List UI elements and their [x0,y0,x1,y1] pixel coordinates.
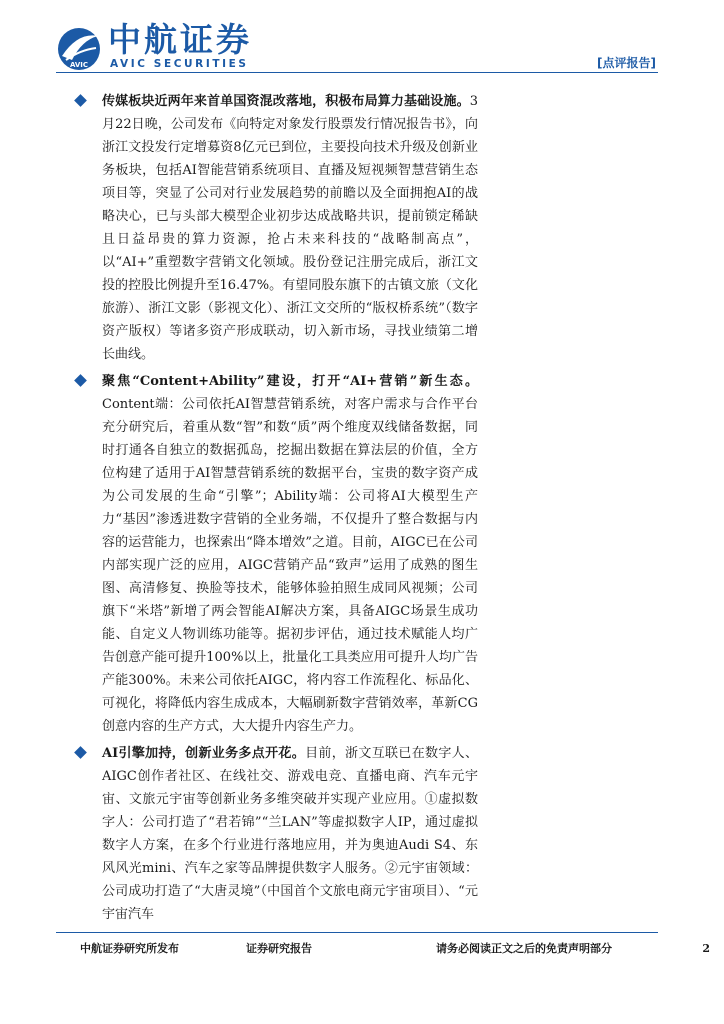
logo-text: AVIC [69,61,89,69]
bullet-paragraph [74,370,478,738]
footer-report-label: 证券研究报告 [246,942,312,955]
bullet-body: 目前，浙文互联已在数字人、AIGC创作者社区、在线社交、游戏电竞、直播电商、汽车元宇宙、文旅元宇宙等创新业务多维突破并实现产业应用。①虚拟数字人：公司打造了“君若锦”“兰LAN”等虚拟数字人IP，通过虚拟数字人方案，在多个行业进行落地应用，并为奥迪Audi S4、东风风光mini、汽车之家等品牌提供数字人服务。②元宇宙领域：公司成功打造了“大唐灵境”（中国首个文旅电商元宇宙项目）、“元宇宙汽车 [102,746,478,922]
diamond-bullet-icon [74,94,87,107]
bullet-body: 3月22日晚，公司发布《向特定对象发行股票发行情况报告书》，向浙江文投发行定增募资8亿元已到位，主要投向技术升级及创新业务板块，包括AI智能营销系统项目、直播及短视频智慧营销生态项目等，突显了公司对行业发展趋势的前瞻以及全面拥抱AI的战略决心，已与头部大模型企业初步达成战略共识，提前锁定稀缺且日益昂贵的算力资源，抢占未来科技的“战略制高点”，以“AI+”重塑数字营销文化领域。股份登记注册完成后，浙江文投的控股比例提升至16.47%。有望同股东旗下的古镇文旅（文化旅游）、浙江文影（影视文化）、浙江文交所的“版权桥系统”（数字资产版权）等诸多资产形成联动，切入新市场，寻找业绩第二增长曲线。 [102,94,478,362]
diamond-bullet-icon [74,746,87,759]
bullet-body: Content端：公司依托AI智慧营销系统，对客户需求与合作平台充分研究后，着重从数“智”和数“质”两个维度双线储备数据，同时打通各自独立的数据孤岛，挖掘出数据在算法层的价值，全方位构建了适用于AI智慧营销系统的数据平台，宝贵的数字资产成为公司发展的生命“引擎”；Ability端：公司将AI大模型生产力“基因”渗透进数字营销的全业务端，不仅提升了整合数据与内容的运营能力，也探索出“降本增效”之道。目前，AIGC已在公司内部实现广泛的应用，AIGC营销产品“致声”运用了成熟的图生图、高清修复、换脸等技术，能够体验拍照生成同风视频；公司旗下“米塔”新增了两会智能AI解决方案，具备AIGC场景生成功能、自定义人物训练功能等。据初步评估，通过技术赋能人均广告创意产能可提升100%以上，批量化工具类应用可提升人均广告产能300%。未来公司依托AIGC，将内容工作流程化、标品化、可视化，将降低内容生成成本，大幅刷新数字营销效率，革新CG创意内容的生产方式，大大提升内容生产力。 [102,397,478,734]
brand-name-cn: 中航证券 [108,20,252,59]
footer-disclaimer: 请务必阅读正文之后的免责声明部分 [436,942,612,955]
diamond-bullet-icon [74,374,87,387]
header-divider [56,72,658,73]
brand-name-en: AVIC SECURITIES [110,58,249,70]
report-body [74,90,478,926]
page-number: 2 [702,942,710,955]
bullet-lead: AI引擎加持，创新业务多点开花。 [102,746,306,761]
footer-publisher: 中航证券研究所发布 [80,942,179,955]
report-type-tag: [点评报告] [597,56,656,70]
footer-divider [56,932,658,933]
avic-logo-icon [56,26,102,72]
bullet-paragraph [74,90,478,366]
bullet-paragraph [74,742,478,926]
bullet-lead: 传媒板块近两年来首单国资混改落地，积极布局算力基础设施。 [102,94,470,109]
page-header [0,0,724,80]
bullet-lead: 聚焦“Content+Ability”建设，打开“AI+营销”新生态。 [102,374,478,389]
